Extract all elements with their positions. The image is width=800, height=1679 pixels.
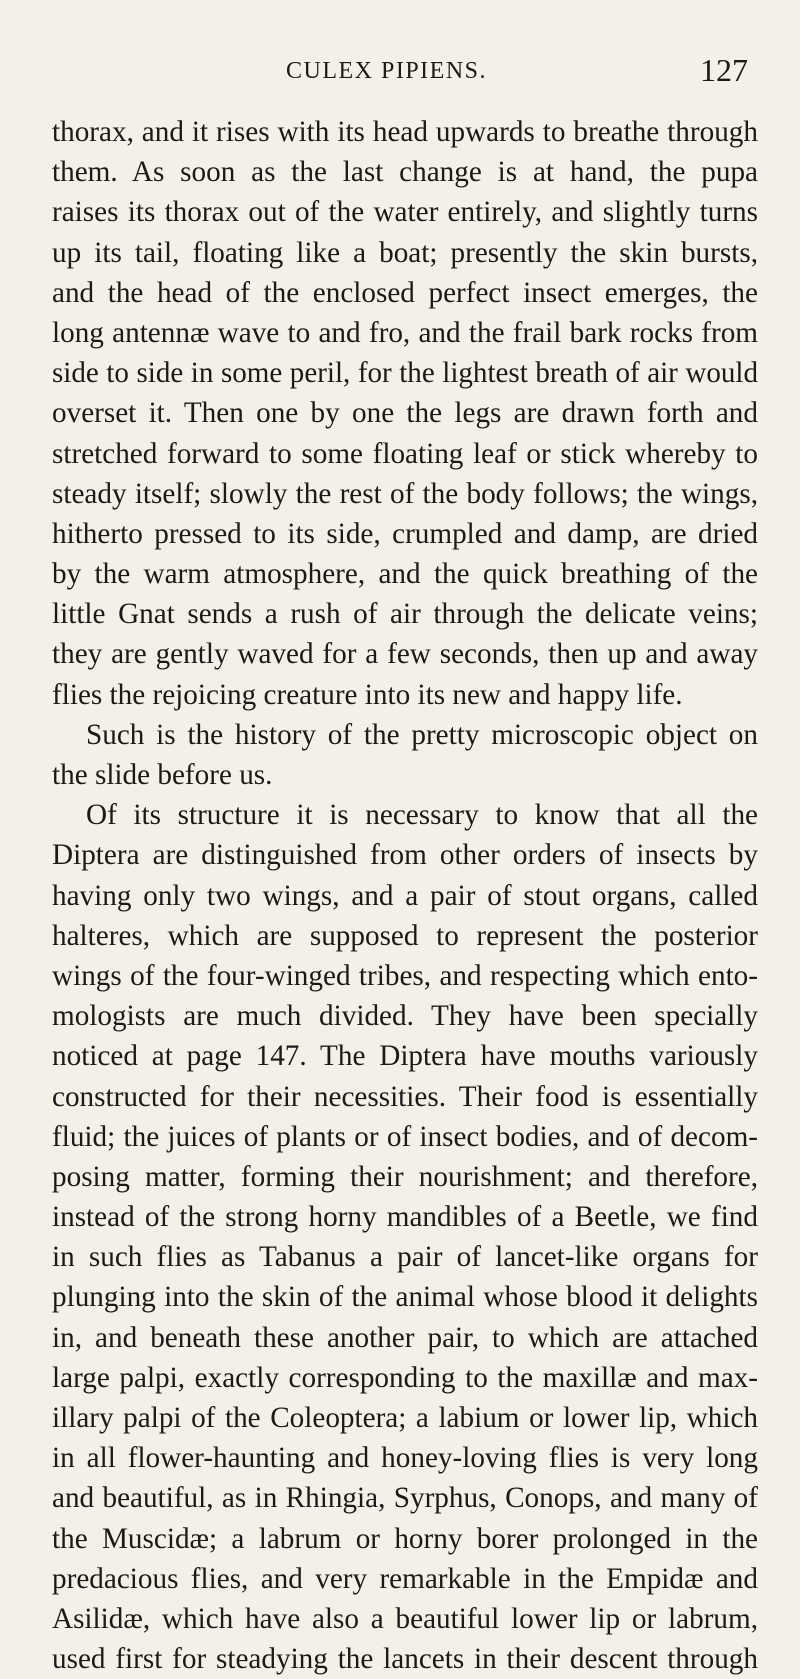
text-line: Of its structure it is necessary to know that all the: [86, 799, 758, 832]
text-line: the Muscidæ; a labrum or horny borer prolonged in the: [52, 1522, 758, 1555]
running-head-title: CULEX PIPIENS.: [286, 58, 488, 84]
text-line: little Gnat sends a rush of air through the delicate veins;: [52, 598, 758, 631]
text-line: fluid; the juices of plants or of insect bodies, and of decom-: [52, 1120, 758, 1153]
text-line: stretched forward to some floating leaf or stick whereby to: [52, 437, 758, 470]
text-line: hitherto pressed to its side, crumpled and damp, are dried: [52, 517, 758, 550]
text-line: instead of the strong horny mandibles of a Beetle, we find: [52, 1201, 758, 1234]
body-text: [52, 112, 758, 1679]
text-line: long antennæ wave to and fro, and the frail bark rocks from: [52, 316, 758, 349]
text-line: Diptera are distinguished from other orders of insects by: [52, 839, 758, 872]
text-line: raises its thorax out of the water entirely, and slightly turns: [52, 196, 758, 229]
text-line: and the head of the enclosed perfect insect emerges, the: [52, 276, 758, 309]
text-line: plunging into the skin of the animal whose blood it delights: [52, 1281, 758, 1314]
text-line: by the warm atmosphere, and the quick breathing of the: [52, 558, 758, 591]
text-line: having only two wings, and a pair of stout organs, called: [52, 879, 758, 912]
text-line: wings of the four-winged tribes, and respecting which ento-: [52, 959, 758, 992]
text-line: in, and beneath these another pair, to which are attached: [52, 1321, 758, 1354]
text-line: in all flower-haunting and honey-loving flies is very long: [52, 1442, 758, 1475]
text-line: used first for steadying the lancets in their descent through: [52, 1643, 758, 1676]
text-line: the slide before us.: [52, 759, 273, 791]
text-line: up its tail, floating like a boat; presently the skin bursts,: [52, 236, 758, 269]
text-line: halteres, which are supposed to represent the posterior: [52, 919, 758, 952]
text-line: thorax, and it rises with its head upwards to breathe through: [52, 116, 758, 148]
text-line: flies the rejoicing creature into its new and happy life.: [52, 678, 683, 711]
text-line: noticed at page 147. The Diptera have mouths variously: [52, 1040, 758, 1073]
text-line: Such is the history of the pretty microscopic object on: [86, 718, 758, 751]
text-line: large palpi, exactly corresponding to the maxillæ and max-: [52, 1361, 758, 1394]
text-line: illary palpi of the Coleoptera; a labium or lower lip, which: [52, 1402, 758, 1434]
text-line: and beautiful, as in Rhingia, Syrphus, Conops, and many of: [52, 1482, 758, 1515]
text-line: steady itself; slowly the rest of the body follows; the wings,: [52, 477, 758, 510]
text-line: overset it. Then one by one the legs are drawn forth and: [52, 397, 758, 430]
text-line: side to side in some peril, for the lightest breath of air would: [52, 357, 758, 390]
text-line: them. As soon as the last change is at hand, the pupa: [52, 156, 758, 189]
text-line: posing matter, forming their nourishment; and therefore,: [52, 1160, 758, 1193]
text-line: mologists are much divided. They have been specially: [52, 1000, 758, 1033]
text-line: Asilidæ, which have also a beautiful lower lip or labrum,: [52, 1602, 758, 1635]
page-number: 127: [700, 52, 748, 88]
text-line: they are gently waved for a few seconds, then up and away: [52, 638, 758, 671]
text-line: predacious flies, and very remarkable in the Empidæ and: [52, 1562, 758, 1595]
text-line: in such flies as Tabanus a pair of lancet-like organs for: [52, 1241, 758, 1274]
running-head: [0, 52, 800, 92]
text-line: constructed for their necessities. Their food is essentially: [52, 1080, 758, 1113]
